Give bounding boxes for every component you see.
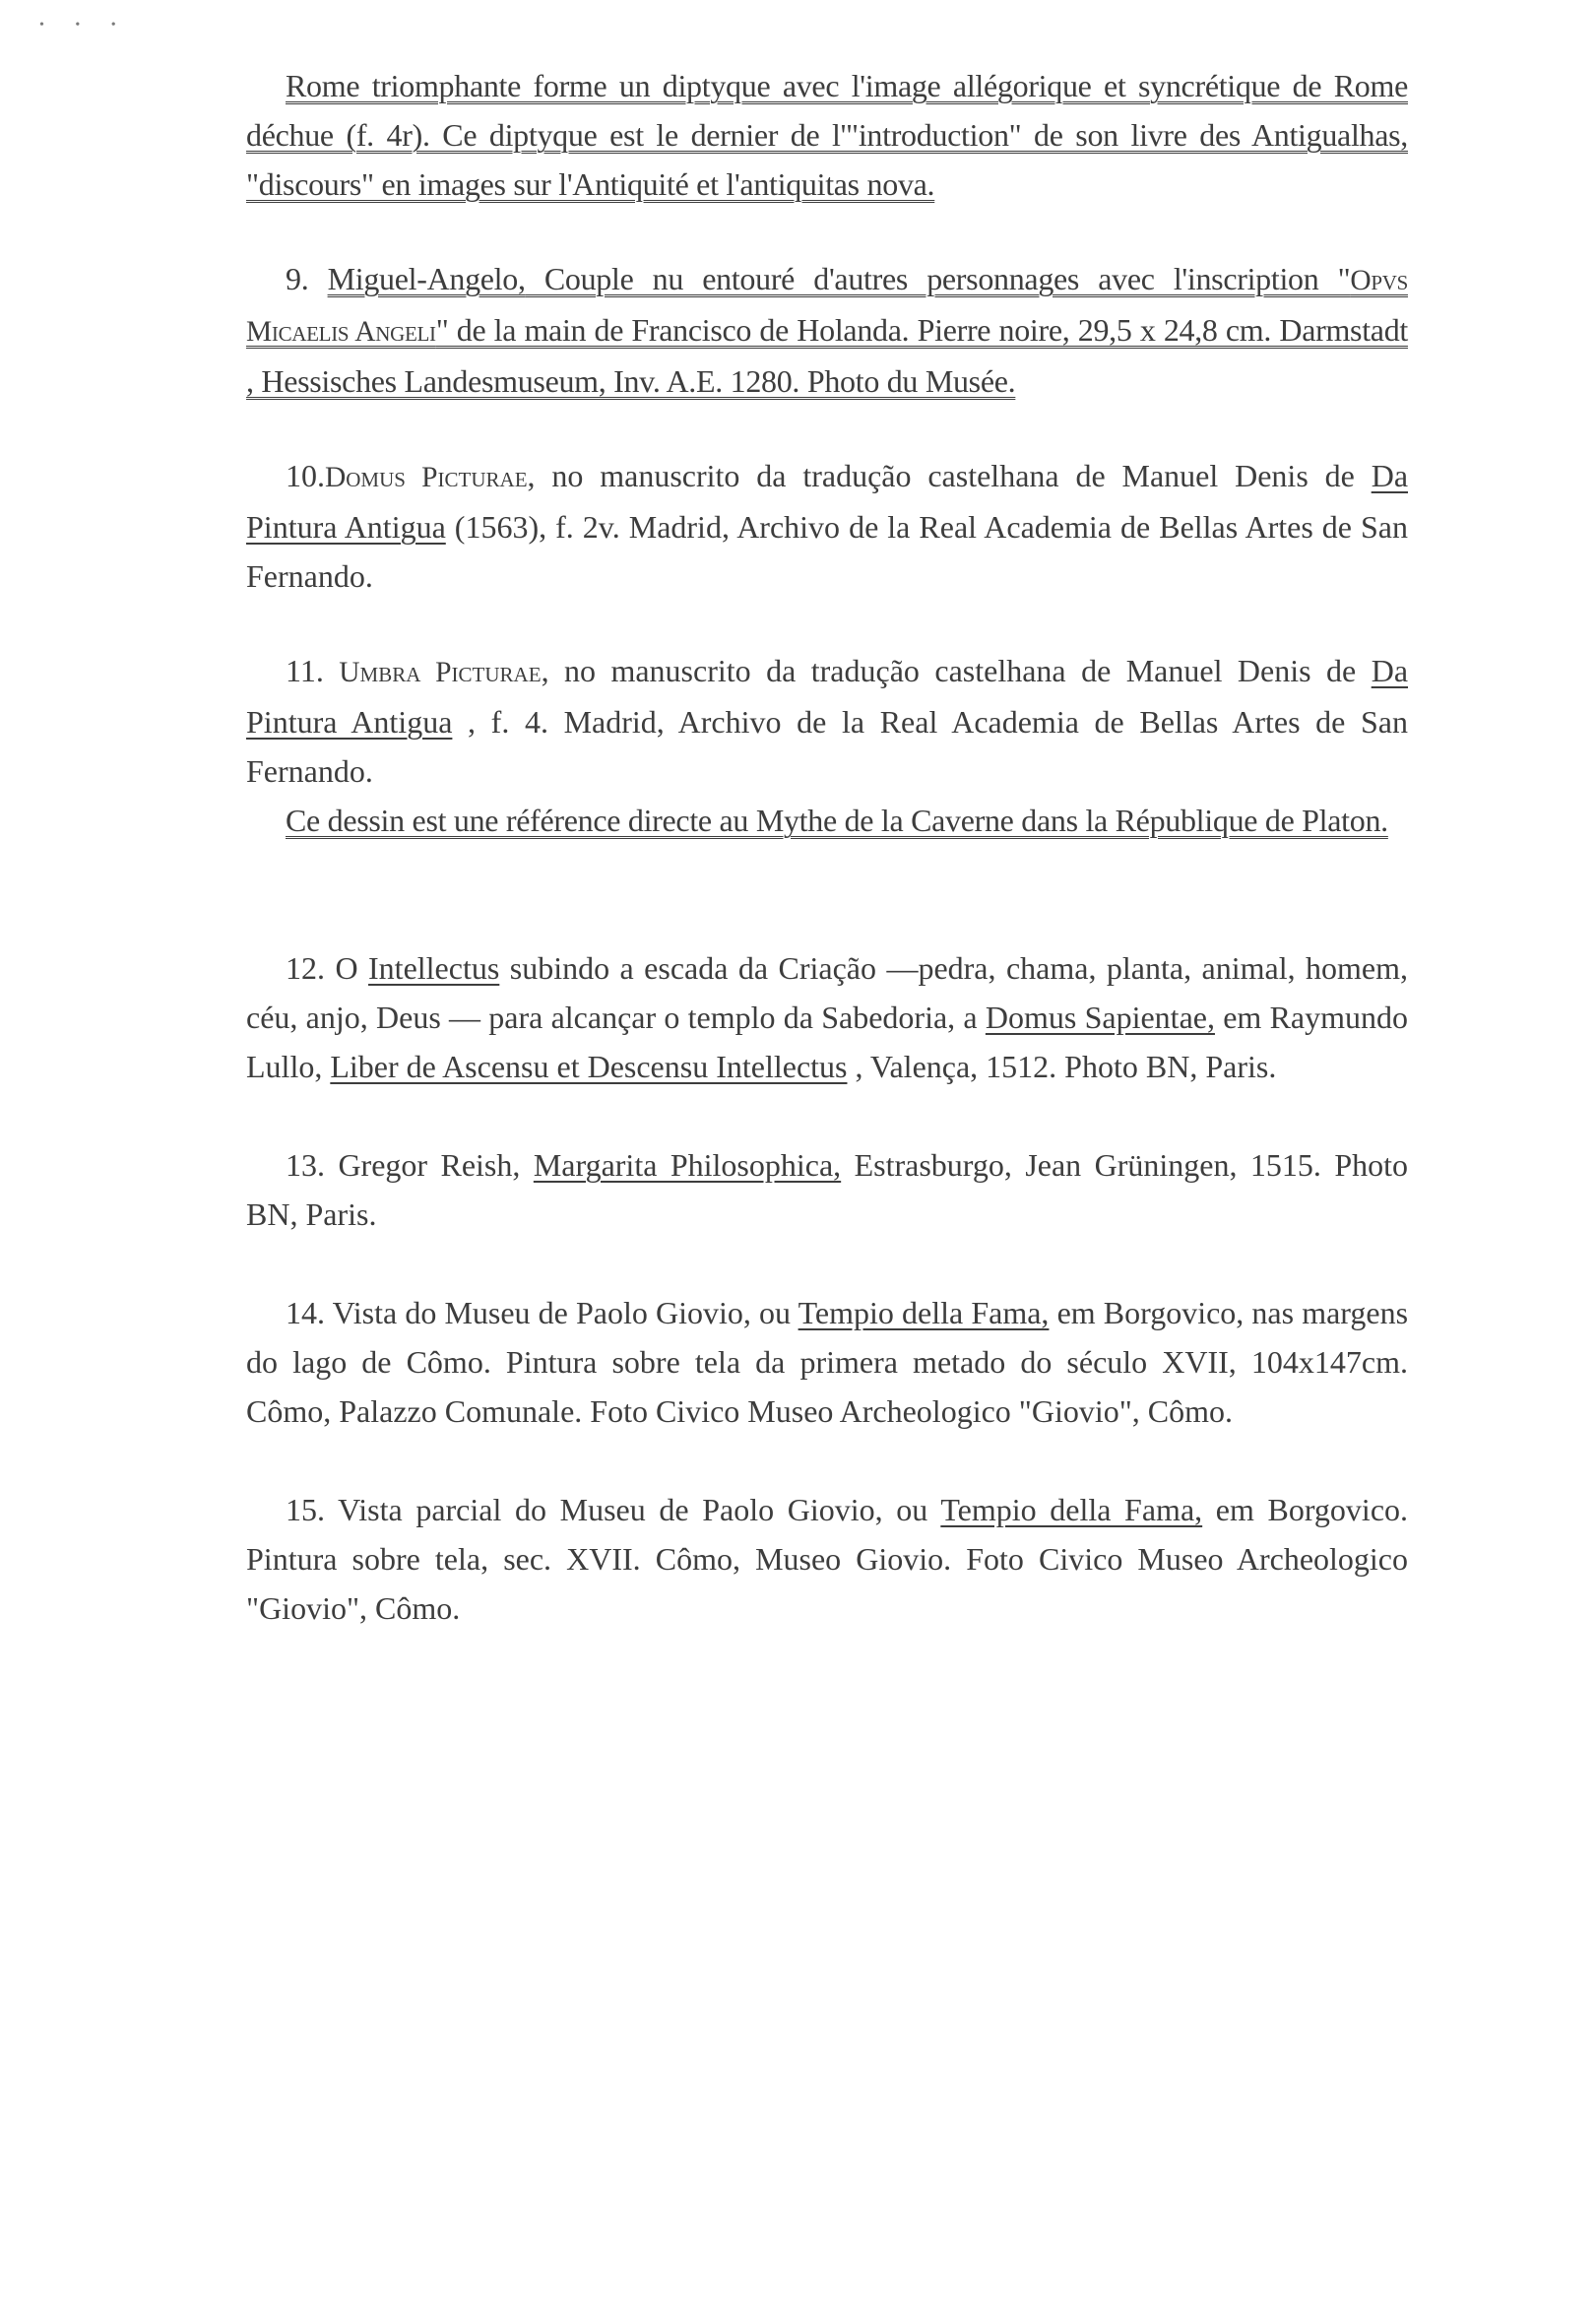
caption-entry-15 — [246, 1485, 1408, 1633]
caption-14-text-b: em Borgovico, nas margens do lago de Cômo. Pintura sobre tela da primera metado do século XVII, 104x147cm. Cômo, Palazzo Comunale. Foto Civico Museo Archeologico "Giovio", Cômo. — [246, 1295, 1409, 1429]
caption-10-caps-title: Domus Picturae — [325, 462, 528, 493]
caption-10-text-b: (1563), f. 2v. Madrid, Archivo de la Real Academia de Bellas Artes de San Fernando. — [246, 509, 1408, 594]
caption-11-text-a: , no manuscrito da tradução castelhana de Manuel Denis de — [541, 653, 1372, 688]
caption-11-book-title: Da Pintura Antigua — [246, 653, 1409, 740]
caption-12-title-intellectus: Intellectus — [368, 950, 500, 986]
caption-entry-9 — [246, 254, 1408, 406]
caption-12-text-d: , Valença, 1512. Photo BN, Paris. — [847, 1049, 1277, 1084]
caption-12-title-liber: Liber de Ascensu et Descensu Intellectus — [330, 1049, 848, 1084]
caption-15-number: 15. — [286, 1492, 325, 1527]
caption-13-book-title: Margarita Philosophica, — [533, 1147, 842, 1183]
caption-list — [246, 61, 1408, 1633]
caption-15-text-b: em Borgovico. Pintura sobre tela, sec. XVII. Cômo, Museo Giovio. Foto Civico Museo Archeologico "Giovio", Cômo. — [246, 1492, 1409, 1626]
caption-13-number: 13. — [286, 1147, 325, 1183]
caption-8-text: Rome triomphante forme un diptyque avec l'image allégorique et syncrétique de Rome déchue (f. 4r). Ce diptyque est le dernier de l'"introduction" de son livre des Antigualhas, "discours" en images sur l'Antiquité et l'antiquitas nova. — [246, 68, 1408, 202]
caption-13-text-b: Estrasburgo, Jean Grüningen, 1515. Photo BN, Paris. — [246, 1147, 1409, 1232]
caption-10-number: 10. — [286, 458, 325, 493]
caption-10-book-title: Da Pintura Antigua — [246, 458, 1409, 545]
caption-12-text-b: subindo a escada da Criação —pedra, chama, planta, animal, homem, céu, anjo, Deus — para alcançar o templo da Sabedoria, a — [246, 950, 1409, 1035]
caption-entry-14 — [246, 1288, 1408, 1436]
caption-entry-13 — [246, 1140, 1408, 1239]
caption-9-text-b: " de la main de Francisco de Holanda. Pierre noire, 29,5 x 24,8 cm. Darmstadt , Hessisches Landesmuseum, Inv. A.E. 1280. Photo du Musée. — [246, 312, 1408, 399]
caption-entry-12 — [246, 943, 1408, 1091]
caption-9-inscription: Opvs Micaelis Angeli — [246, 265, 1408, 348]
caption-13-text-a: Gregor Reish, — [338, 1147, 534, 1183]
caption-12-text-c: em Raymundo Lullo, — [246, 1000, 1408, 1084]
caption-15-title: Tempio della Fama, — [940, 1492, 1203, 1527]
caption-12-title-domus: Domus Sapientae, — [985, 1000, 1215, 1035]
caption-entry-11 — [246, 646, 1408, 845]
scan-specks: • • • — [39, 18, 130, 32]
caption-14-text-a: Vista do Museu de Paolo Giovio, ou — [332, 1295, 798, 1330]
caption-14-title: Tempio della Fama, — [798, 1295, 1050, 1330]
caption-9-number: 9. — [286, 261, 309, 296]
caption-entry-8-continuation — [246, 61, 1408, 209]
caption-11-caps-title: Umbra Picturae — [339, 657, 542, 688]
caption-10-text-a: , no manuscrito da tradução castelhana de Manuel Denis de — [527, 458, 1372, 493]
caption-11-text-b: , f. 4. Madrid, Archivo de la Real Academia de Bellas Artes de San Fernando. — [246, 704, 1409, 789]
caption-9-body — [246, 261, 1408, 399]
caption-15-text-a: Vista parcial do Museu de Paolo Giovio, ou — [338, 1492, 941, 1527]
caption-11-number: 11. — [286, 653, 324, 688]
caption-11-note: Ce dessin est une référence directe au Mythe de la Caverne dans la République de Platon. — [286, 803, 1388, 838]
caption-12-number: 12. — [286, 950, 325, 986]
caption-9-text-a: Couple nu entouré d'autres personnages avec l'inscription " — [525, 261, 1351, 296]
caption-14-number: 14. — [286, 1295, 325, 1330]
caption-entry-10 — [246, 451, 1408, 601]
caption-12-text-a: O — [335, 950, 369, 986]
caption-9-artist: Miguel-Angelo, — [327, 261, 526, 296]
